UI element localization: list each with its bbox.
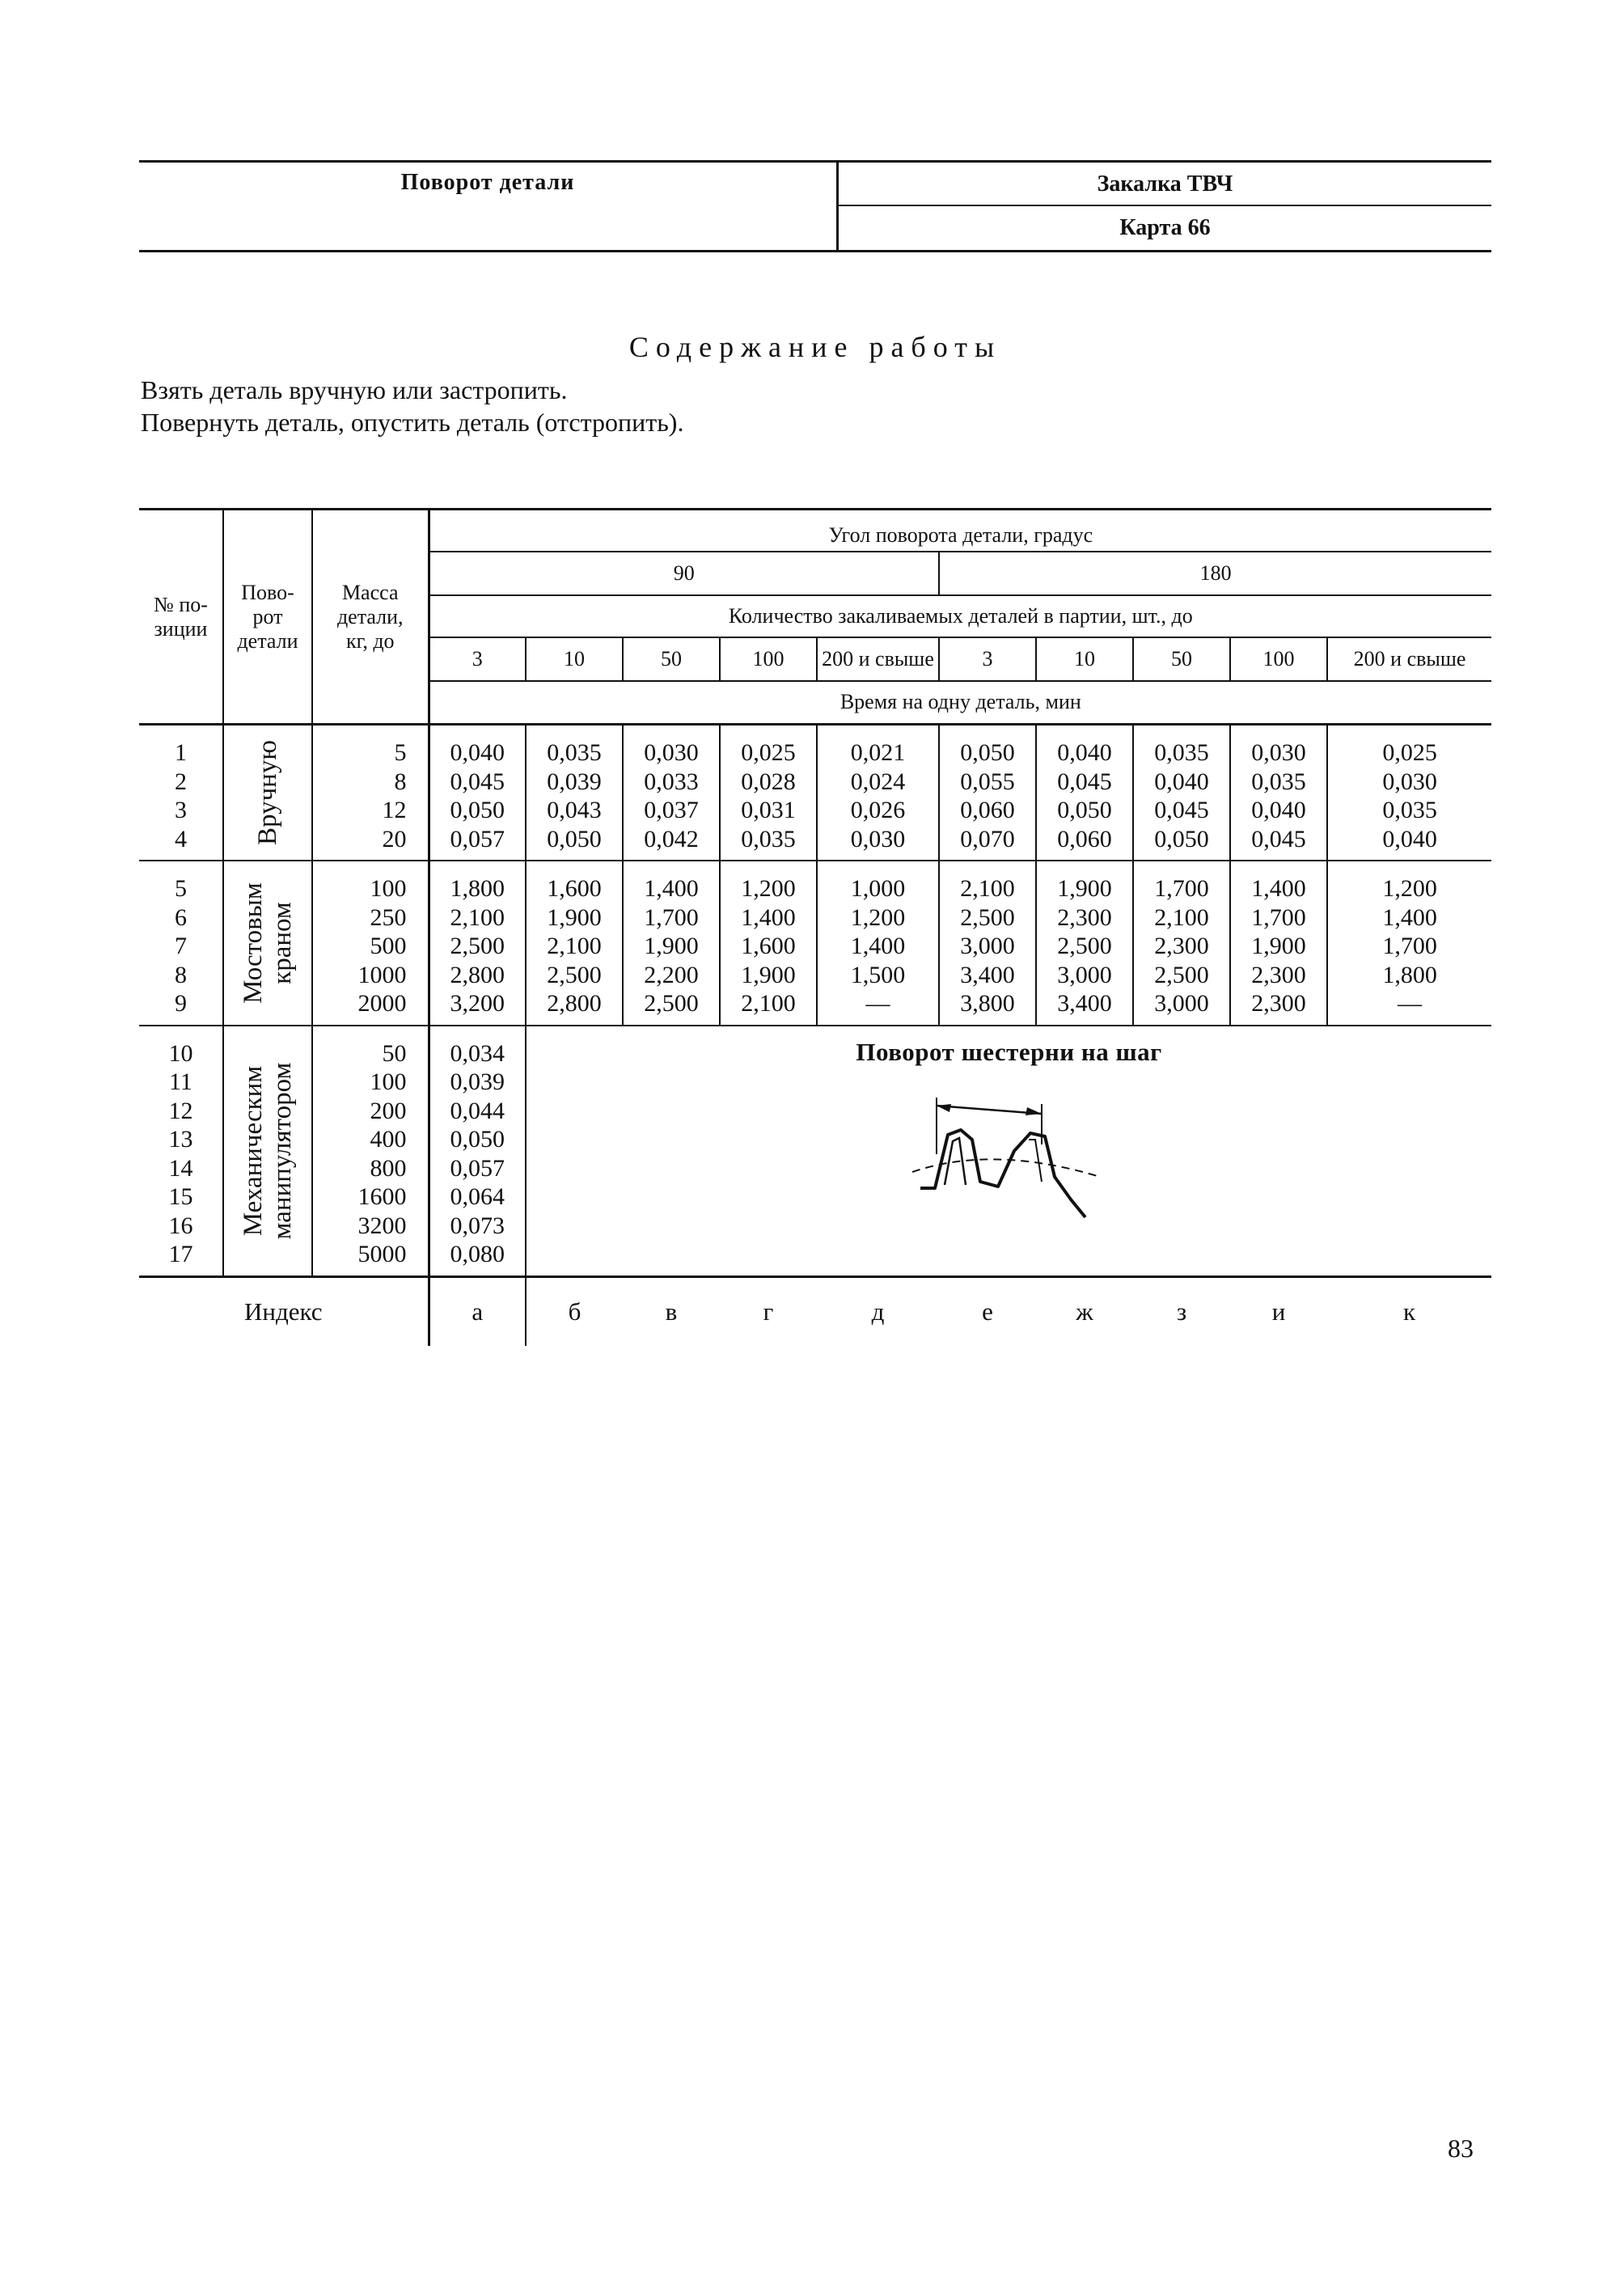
qty-cell: 10 — [526, 637, 623, 681]
angle-header: Угол поворота детали, градус — [429, 510, 1491, 552]
time-cell: 0,040 0,045 0,050 0,060 — [1036, 725, 1133, 861]
header-card-number: Карта 66 — [1119, 215, 1211, 240]
time-header: Время на одну деталь, мин — [429, 681, 1491, 725]
time-cell: 0,035 0,039 0,043 0,050 — [526, 725, 623, 861]
time-cell: 0,030 0,033 0,037 0,042 — [623, 725, 720, 861]
col-mass-header: Масса детали, кг, до — [312, 510, 429, 725]
index-cell: а — [429, 1276, 526, 1346]
norms-table — [139, 508, 1491, 1346]
positions-group-3: 10 11 12 13 14 15 16 17 — [139, 1026, 223, 1277]
header-operation: Закалка ТВЧ — [1097, 171, 1233, 197]
positions-group-1: 1 2 3 4 — [139, 725, 223, 861]
index-cell: к — [1403, 1297, 1416, 1326]
time-cell: 1,200 1,400 1,600 1,900 2,100 — [720, 861, 817, 1026]
time-cell: 0,034 0,039 0,044 0,050 0,057 0,064 0,073 0,080 — [429, 1026, 526, 1277]
time-cell: 1,000 1,200 1,400 1,500 — — [817, 861, 939, 1026]
card-header — [139, 160, 1491, 252]
content-line-1: Взять деталь вручную или застропить. — [141, 375, 568, 404]
quantity-header: Количество закаливаемых деталей в партии, шт., до — [429, 595, 1491, 637]
time-cell: 1,900 2,300 2,500 3,000 3,400 — [1036, 861, 1133, 1026]
gear-note-cell — [526, 1026, 1491, 1277]
time-cell: 0,040 0,045 0,050 0,057 — [429, 725, 526, 861]
index-cell: з — [1176, 1297, 1187, 1326]
time-cell: 1,800 2,100 2,500 2,800 3,200 — [429, 861, 526, 1026]
rotation-manipulator: Механическим манипулятором — [223, 1026, 312, 1277]
mass-group-3: 50 100 200 400 800 1600 3200 5000 — [312, 1026, 429, 1277]
qty-cell: 200 и свыше — [817, 637, 939, 681]
gear-step-diagram — [912, 1088, 1106, 1225]
angle-90: 90 — [429, 552, 939, 595]
index-cell: ж — [1076, 1297, 1093, 1326]
mass-group-1: 5 8 12 20 — [312, 725, 429, 861]
rotation-crane: Мостовым краном — [223, 861, 312, 1026]
content-title: Содержание работы — [628, 331, 1002, 363]
index-cell: е — [982, 1297, 993, 1326]
header-title: Поворот детали — [400, 170, 575, 195]
positions-group-2: 5 6 7 8 9 — [139, 861, 223, 1026]
time-cell: 1,600 1,900 2,100 2,500 2,800 — [526, 861, 623, 1026]
qty-cell: 10 — [1036, 637, 1133, 681]
time-cell: 2,100 2,500 3,000 3,400 3,800 — [939, 861, 1036, 1026]
qty-cell: 50 — [1133, 637, 1230, 681]
qty-cell: 3 — [939, 637, 1036, 681]
qty-cell: 200 и свыше — [1327, 637, 1491, 681]
angle-180: 180 — [939, 552, 1491, 595]
index-cell: и — [1271, 1297, 1286, 1326]
mass-group-2: 100 250 500 1000 2000 — [312, 861, 429, 1026]
index-cell: г — [763, 1297, 774, 1326]
index-cell: б — [526, 1276, 623, 1346]
time-cell: 0,035 0,040 0,045 0,050 — [1133, 725, 1230, 861]
col-position-header: № по- зиции — [139, 510, 223, 725]
qty-cell: 3 — [429, 637, 526, 681]
time-cell: 1,400 1,700 1,900 2,300 2,300 — [1230, 861, 1327, 1026]
time-cell: 0,021 0,024 0,026 0,030 — [817, 725, 939, 861]
index-label: Индекс — [243, 1297, 323, 1326]
rotation-manual: Вручную — [223, 725, 312, 861]
time-cell: 0,030 0,035 0,040 0,045 — [1230, 725, 1327, 861]
qty-cell: 100 — [720, 637, 817, 681]
time-cell: 1,200 1,400 1,700 1,800 — — [1327, 861, 1491, 1026]
time-cell: 1,700 2,100 2,300 2,500 3,000 — [1133, 861, 1230, 1026]
content-line-2: Повернуть деталь, опустить деталь (отстропить). — [141, 408, 684, 437]
gear-note: Поворот шестерни на шаг — [856, 1037, 1162, 1066]
page-number: 83 — [1448, 2134, 1474, 2163]
time-cell: 0,025 0,030 0,035 0,040 — [1327, 725, 1491, 861]
qty-cell: 50 — [623, 637, 720, 681]
qty-cell: 100 — [1230, 637, 1327, 681]
time-cell: 1,400 1,700 1,900 2,200 2,500 — [623, 861, 720, 1026]
time-cell: 0,025 0,028 0,031 0,035 — [720, 725, 817, 861]
index-cell: д — [871, 1297, 885, 1326]
time-cell: 0,050 0,055 0,060 0,070 — [939, 725, 1036, 861]
col-rotation-header: Пово- рот детали — [223, 510, 312, 725]
index-cell: в — [665, 1297, 678, 1326]
